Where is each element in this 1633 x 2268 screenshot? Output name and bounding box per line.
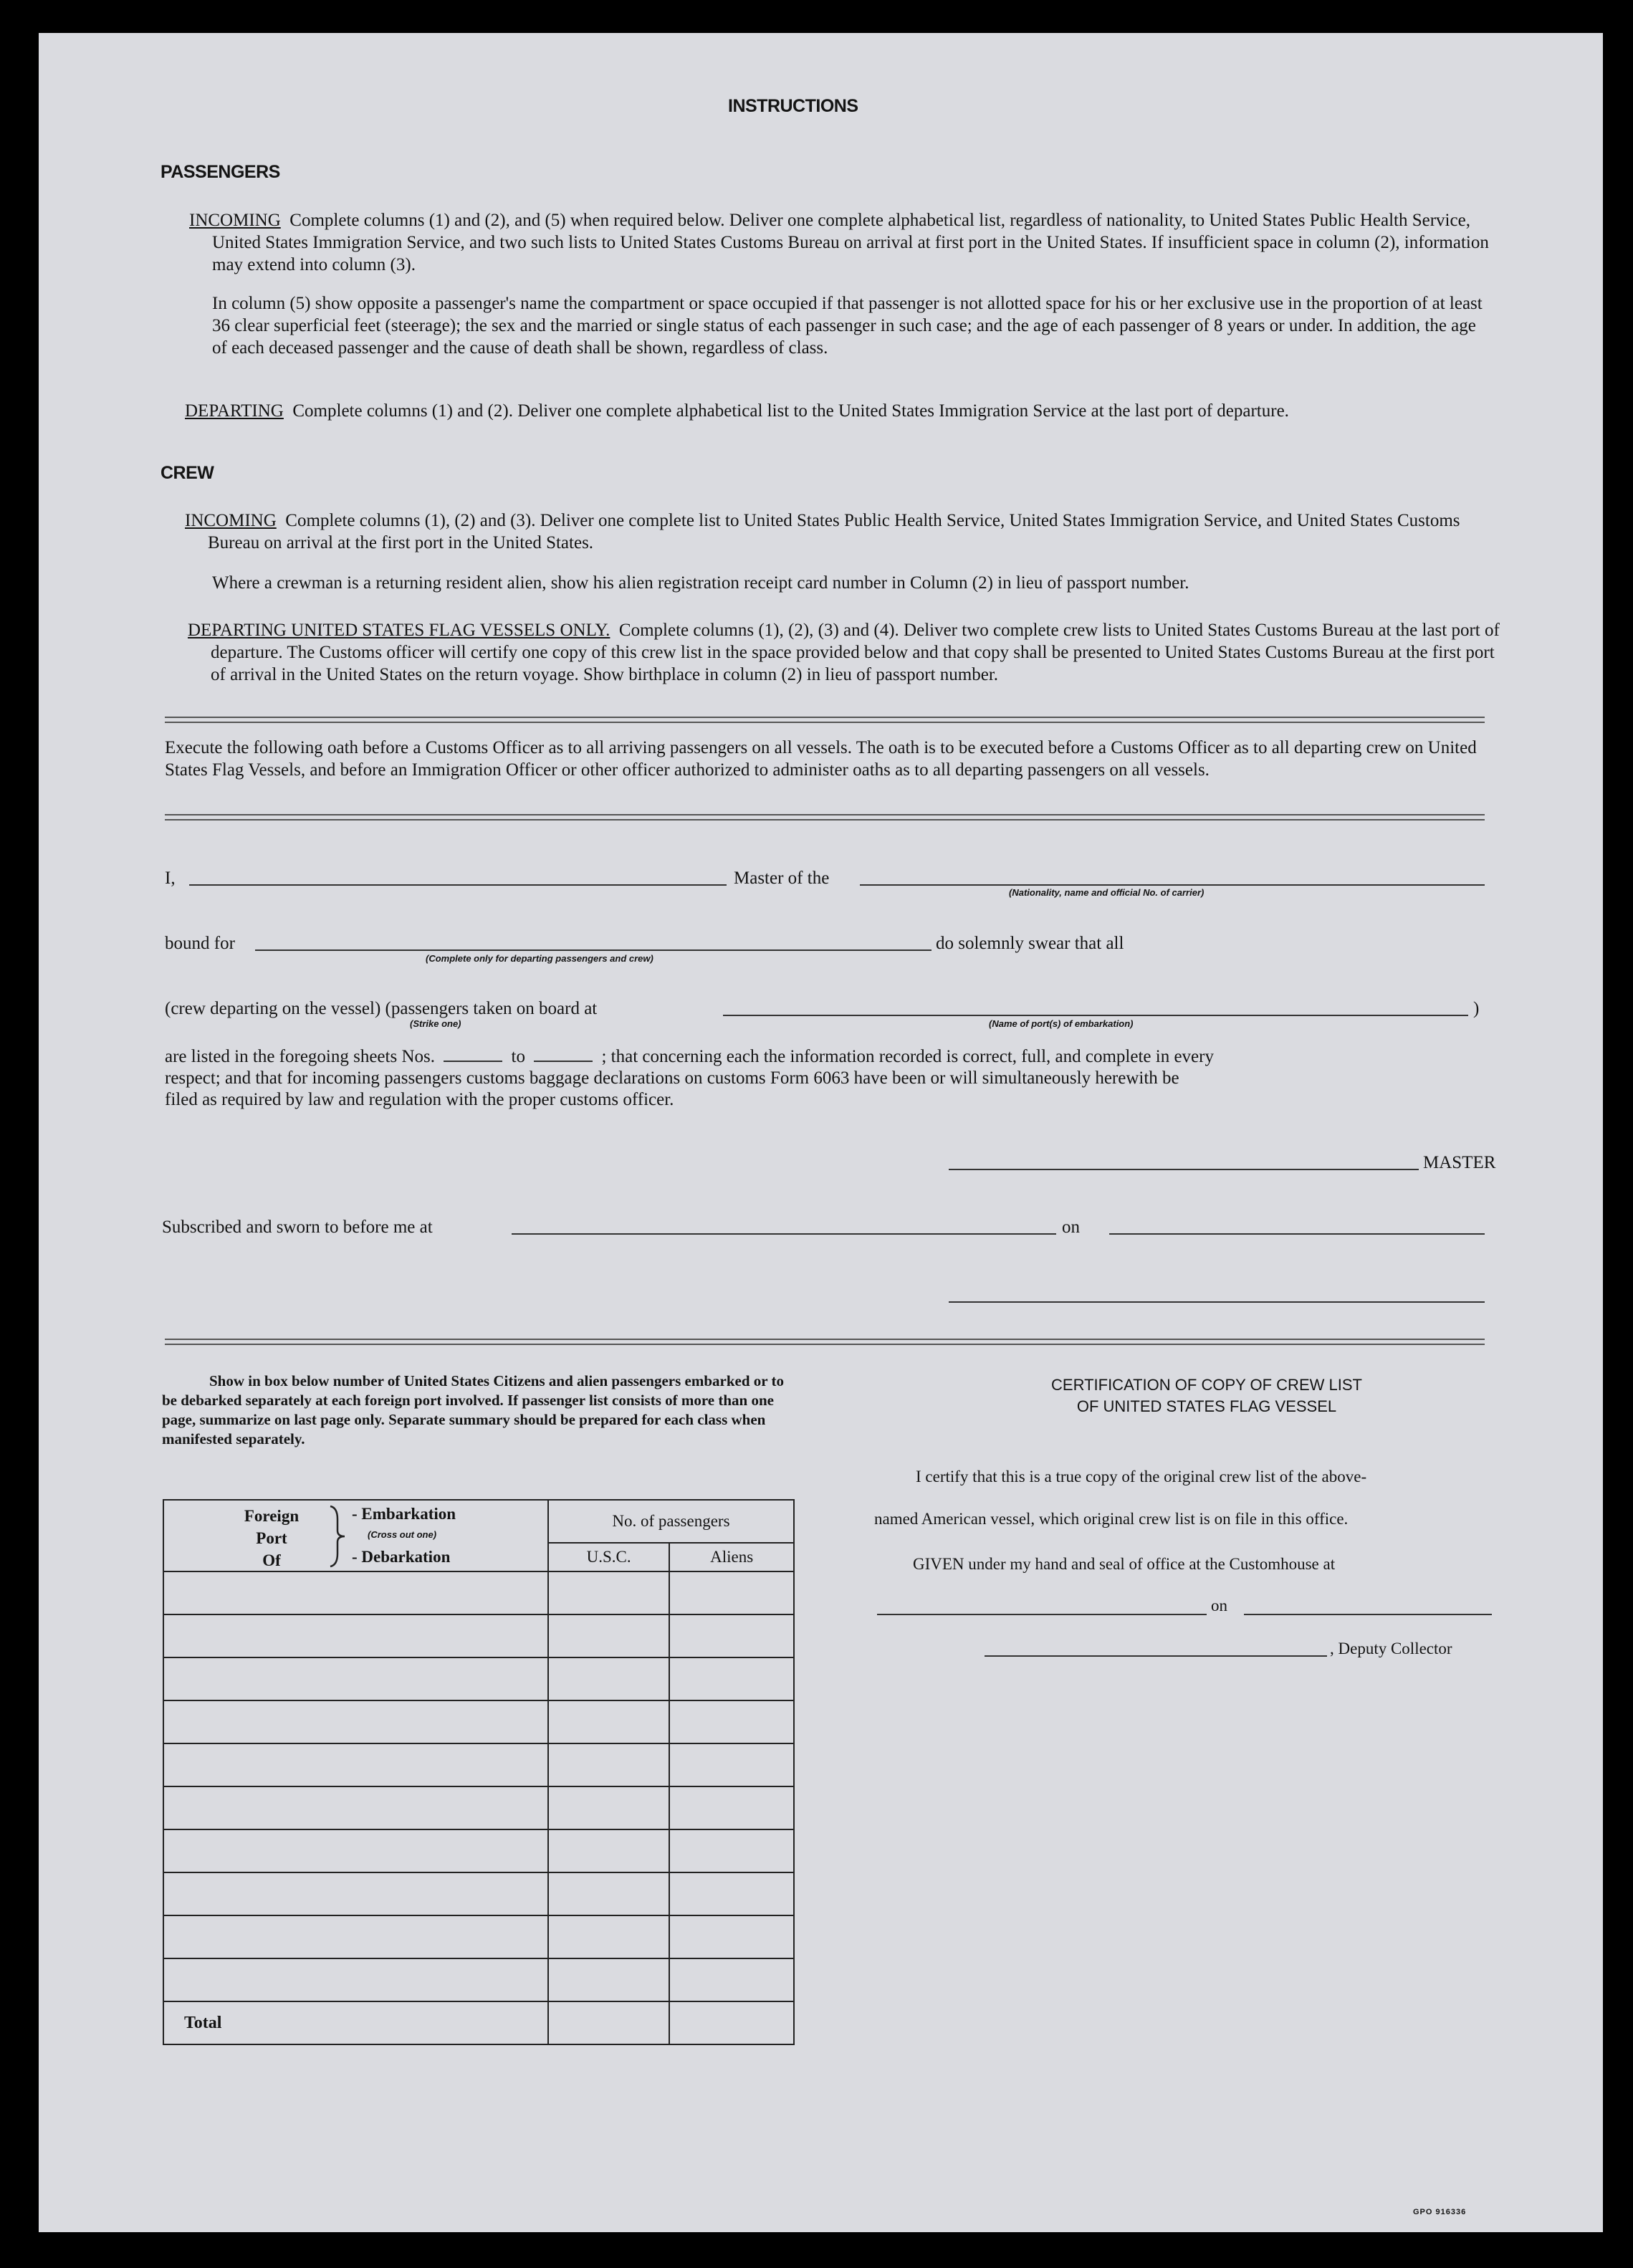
subscribed-label: Subscribed and sworn to before me at <box>162 1217 433 1237</box>
crew-departing-paragraph <box>188 619 1505 686</box>
usc-header: U.S.C. <box>548 1543 670 1571</box>
port-cell[interactable] <box>163 1872 548 1915</box>
ports-caption: (Name of port(s) of embarkation) <box>989 1018 1134 1029</box>
brace-icon <box>327 1505 349 1568</box>
crew-incoming-label: INCOMING <box>185 511 277 530</box>
aliens-cell[interactable] <box>669 1700 794 1743</box>
passengers-departing-paragraph <box>185 400 1505 422</box>
aliens-cell[interactable] <box>669 1571 794 1614</box>
listed-to: to <box>511 1047 525 1066</box>
table-row <box>163 1915 794 1958</box>
usc-cell[interactable] <box>548 1571 670 1614</box>
usc-cell[interactable] <box>548 1657 670 1700</box>
port-cell[interactable] <box>163 1786 548 1829</box>
carrier-field[interactable] <box>860 884 1485 886</box>
master-name-field[interactable] <box>189 884 727 886</box>
oath-line2: respect; and that for incoming passengers customs baggage declarations on customs Form 6063 have been or will simultaneously herewith be <box>165 1068 1179 1088</box>
certification-title <box>942 1374 1472 1417</box>
crew-heading: CREW <box>161 463 214 483</box>
master-signature-field[interactable] <box>949 1169 1419 1170</box>
master-label: MASTER <box>1423 1153 1496 1172</box>
aliens-cell[interactable] <box>669 1614 794 1657</box>
table-row <box>163 1657 794 1700</box>
usc-cell[interactable] <box>548 1743 670 1786</box>
aliens-header: Aliens <box>669 1543 794 1571</box>
certification-title-line2: OF UNITED STATES FLAG VESSEL <box>1076 1397 1337 1415</box>
sheet-from-field[interactable] <box>444 1061 502 1062</box>
aliens-cell[interactable] <box>669 1657 794 1700</box>
usc-cell[interactable] <box>548 1872 670 1915</box>
table-row <box>163 1872 794 1915</box>
officer-signature-field[interactable] <box>949 1301 1485 1303</box>
table-row <box>163 1614 794 1657</box>
listed-post: ; that concerning each the information recorded is correct, full, and complete in every <box>601 1047 1214 1066</box>
table-row <box>163 1700 794 1743</box>
table-row <box>163 1958 794 2001</box>
usc-cell[interactable] <box>548 1786 670 1829</box>
usc-cell[interactable] <box>548 1700 670 1743</box>
crew-departing-text: Complete columns (1), (2), (3) and (4). Deliver two complete crew lists to United States Customs Bureau at the last port of departure. The Customs officer will certify one copy of this crew list in the space provided below and that copy shall be presented to United States Customs Bureau at the first port of arrival in the United States on the return voyage. Show birthplace in column (2) in lieu of passport number. <box>211 621 1500 684</box>
summary-instructions: Show in box below number of United States Citizens and alien passengers embarked or to be debarked separately at each foreign port involved. If passenger list consists of more than one page, summarize on last page only. Separate summary should be prepared for each class when manifested separately. <box>162 1372 784 1448</box>
certification-date-field[interactable] <box>1244 1614 1492 1615</box>
passengers-departing-text: Complete columns (1) and (2). Deliver one complete alphabetical list to the United States Immigration Service at the last port of departure. <box>292 401 1289 421</box>
close-paren: ) <box>1473 999 1480 1018</box>
port-cell[interactable] <box>163 1700 548 1743</box>
no-of-passengers-header: No. of passengers <box>548 1500 794 1543</box>
deputy-collector-label: , Deputy Collector <box>1330 1640 1452 1657</box>
crew-departing-label: (crew departing on the vessel) (passengers taken on board at <box>165 999 598 1018</box>
crew-incoming-text: Complete columns (1), (2) and (3). Deliver one complete list to United States Public Health Service, United States Immigration Service, and United States Customs Bureau on arrival at the first port in the United States. <box>208 511 1460 552</box>
section-divider <box>165 1339 1485 1345</box>
total-label: Total <box>163 2001 548 2044</box>
port-cell[interactable] <box>163 1829 548 1872</box>
listed-pre: are listed in the foregoing sheets Nos. <box>165 1047 435 1066</box>
sworn-place-field[interactable] <box>512 1233 1056 1235</box>
passengers-incoming-paragraph <box>189 209 1505 276</box>
certification-line3: GIVEN under my hand and seal of office at the Customhouse at <box>913 1555 1336 1573</box>
port-cell[interactable] <box>163 1614 548 1657</box>
passengers-heading: PASSENGERS <box>161 162 280 182</box>
embarkation-ports-field[interactable] <box>723 1015 1468 1016</box>
listed-line <box>165 1046 1214 1068</box>
port-cell[interactable] <box>163 1571 548 1614</box>
port-cell[interactable] <box>163 1958 548 2001</box>
customhouse-field[interactable] <box>877 1614 1207 1615</box>
section-divider <box>165 814 1485 820</box>
form-page <box>39 33 1603 2232</box>
passengers-departing-label: DEPARTING <box>185 401 284 421</box>
passengers-incoming-text: Complete columns (1) and (2), and (5) when required below. Deliver one complete alphabetical list, regardless of nationality, to United States Public Health Service, United States Immigration Service, and two such lists to United States Customs Bureau on arrival at first port in the United States. If insufficient space in column (2), information may extend into column (3). <box>212 211 1489 274</box>
footer-code: GPO 916336 <box>1413 2208 1467 2216</box>
oath-line3: filed as required by law and regulation with the proper customs officer. <box>165 1090 674 1109</box>
nationality-caption: (Nationality, name and official No. of carrier) <box>1009 887 1205 898</box>
aliens-cell[interactable] <box>669 1786 794 1829</box>
table-row <box>163 1743 794 1786</box>
page-title: INSTRUCTIONS <box>728 96 858 116</box>
table-row <box>163 1571 794 1614</box>
strike-one-caption: (Strike one) <box>410 1018 461 1029</box>
passenger-summary-table <box>163 1499 795 2045</box>
oath-instructions: Execute the following oath before a Customs Officer as to all arriving passengers on all vessels. The oath is to be executed before a Customs Officer as to all departing crew on United States Flag Vessels, and before an Immigration Officer or other officer authorized to administer oaths as to all departing passengers on all vessels. <box>165 738 1477 780</box>
passengers-column5-paragraph: In column (5) show opposite a passenger's name the compartment or space occupied if that passenger is not allotted space for his or her exclusive use in the proportion of at least 36 clear superficial feet (steerage); the sex and the married or single status of each passenger in such case; and the age of each passenger of 8 years or under. In addition, the age of each deceased passenger and the cause of death shall be shown, regardless of class. <box>212 294 1483 358</box>
port-cell[interactable] <box>163 1915 548 1958</box>
crew-incoming-paragraph <box>185 509 1505 554</box>
certification-line2: named American vessel, which original crew list is on file in this office. <box>874 1510 1349 1528</box>
deputy-signature-field[interactable] <box>985 1655 1327 1657</box>
bound-for-field[interactable] <box>255 949 932 951</box>
master-of-label: Master of the <box>734 869 830 888</box>
table-row <box>163 1829 794 1872</box>
table-row <box>163 1786 794 1829</box>
certification-title-line1: CERTIFICATION OF COPY OF CREW LIST <box>1051 1376 1362 1394</box>
port-cell[interactable] <box>163 1657 548 1700</box>
foreign-port-header: Foreign Port Of - Embarkation (Cross out one) - Debarkation <box>163 1500 548 1571</box>
aliens-cell[interactable] <box>669 1743 794 1786</box>
aliens-cell[interactable] <box>669 1915 794 1958</box>
sworn-date-field[interactable] <box>1109 1233 1485 1235</box>
passengers-incoming-label: INCOMING <box>189 211 281 230</box>
sworn-on-label: on <box>1062 1217 1080 1237</box>
oath-i-label: I, <box>165 869 176 888</box>
usc-cell[interactable] <box>548 1958 670 2001</box>
certification-on-label: on <box>1211 1597 1227 1614</box>
usc-total-cell[interactable] <box>548 2001 670 2044</box>
aliens-cell[interactable] <box>669 1872 794 1915</box>
usc-cell[interactable] <box>548 1829 670 1872</box>
sheet-to-field[interactable] <box>534 1061 593 1062</box>
usc-cell[interactable] <box>548 1915 670 1958</box>
usc-cell[interactable] <box>548 1614 670 1657</box>
section-divider <box>165 717 1485 723</box>
aliens-total-cell[interactable] <box>669 2001 794 2044</box>
total-row <box>163 2001 794 2044</box>
solemnly-swear-label: do solemnly swear that all <box>936 934 1124 953</box>
aliens-cell[interactable] <box>669 1829 794 1872</box>
certification-line1: I certify that this is a true copy of the original crew list of the above- <box>916 1468 1367 1485</box>
crew-departing-label: DEPARTING UNITED STATES FLAG VESSELS ONLY. <box>188 621 610 640</box>
bound-for-label: bound for <box>165 934 235 953</box>
crew-resident-paragraph: Where a crewman is a returning resident alien, show his alien registration receipt card number in Column (2) in lieu of passport number. <box>212 573 1189 593</box>
departing-caption: (Complete only for departing passengers and crew) <box>426 953 653 964</box>
aliens-cell[interactable] <box>669 1958 794 2001</box>
port-cell[interactable] <box>163 1743 548 1786</box>
